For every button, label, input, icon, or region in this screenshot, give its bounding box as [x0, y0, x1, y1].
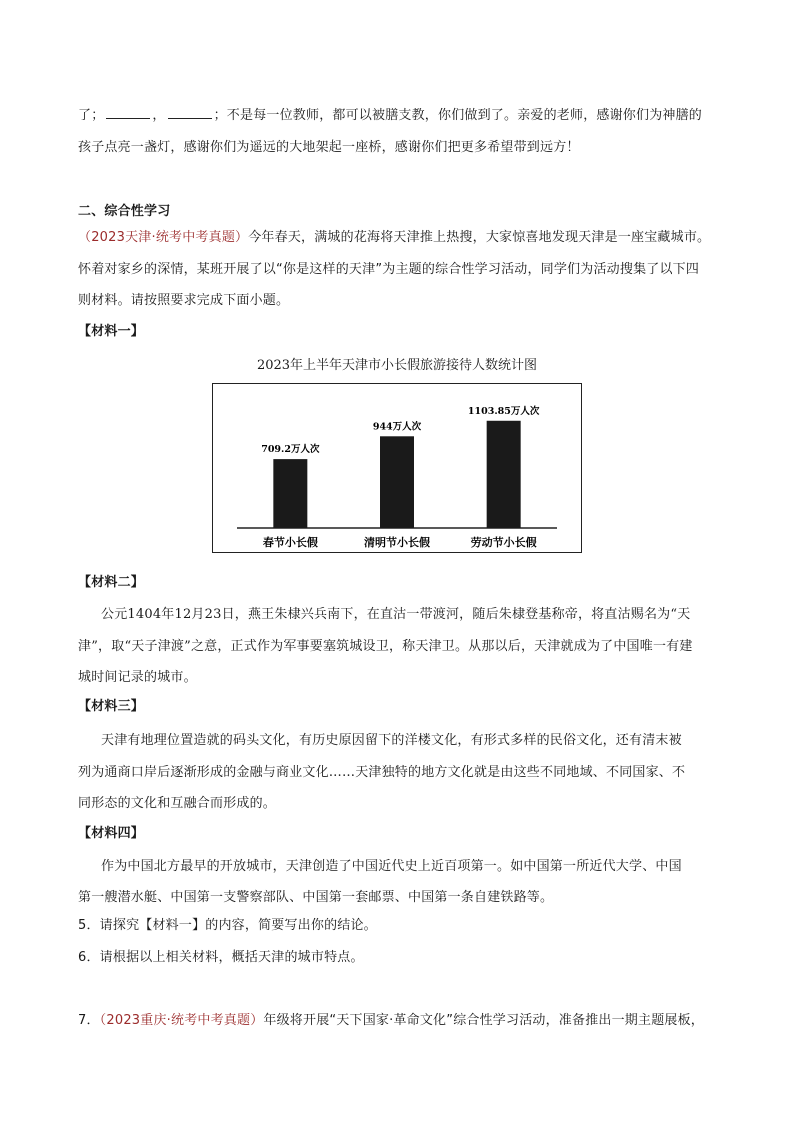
text-fragment: 今年春天，满城的花海将天津推上热搜，大家惊喜地发现天津是一座宝藏城市。: [248, 230, 711, 245]
data-label-0: 709.2万人次: [261, 444, 320, 456]
bar-chart: [212, 383, 582, 553]
fill-blank: [106, 106, 150, 119]
text-fragment: 了；: [78, 108, 105, 123]
text-line-2: 孩子点亮一盏灯，感谢你们为遥远的大地架起一座桥，感谢你们把更多希望带到远方！: [78, 140, 580, 155]
bar-2: [487, 421, 521, 528]
question-6: 6．请根据以上相关材料，概括天津的城市特点。: [78, 950, 364, 965]
data-label-2: 1103.85万人次: [467, 405, 540, 417]
data-label-1: 944万人次: [372, 421, 422, 433]
material-2-para-line-1: 公元1404年12月23日，燕王朱棣兴兵南下，在直沽一带渡河，随后朱棣登基称帝，将直沽赐名为“天: [101, 607, 691, 622]
category-label-1: 清明节小长假: [364, 536, 430, 549]
text-fragment: 年级将开展“天下国家·革命文化”综合性学习活动，准备推出一期主题展板，: [263, 1013, 704, 1028]
material-4-heading: 【材料四】: [78, 826, 145, 841]
material-4-para-line-2: 第一艘潜水艇、中国第一支警察部队、中国第一套邮票、中国第一条自建铁路等。: [78, 890, 554, 905]
question-7-line: [78, 1009, 704, 1028]
bar-1: [380, 436, 414, 528]
question-5: 5．请探究【材料一】的内容，简要写出你的结论。: [78, 918, 377, 933]
material-2-para-line-2: 津”，取“天子津渡”之意，正式作为军事要塞筑城设卫，称天津卫。从那以后，天津就成为了中国唯一有建: [78, 639, 693, 654]
category-label-2: 劳动节小长假: [470, 536, 537, 549]
material-1-heading: 【材料一】: [78, 324, 145, 339]
section-title: 二、综合性学习: [78, 204, 171, 219]
question-source: （2023天津·统考中考真题）: [78, 230, 249, 245]
chart-title: 2023年上半年天津市小长假旅游接待人数统计图: [256, 358, 538, 373]
text-fragment: ；不是每一位教师，都可以被膳支教，你们做到了。亲爱的老师，感谢你们为神膳的: [213, 108, 703, 123]
fill-blank: [168, 106, 212, 119]
question-intro-line-1: [78, 226, 710, 245]
material-3-para-line-2: 列为通商口岸后逐渐形成的金融与商业文化……天津独特的地方文化就是由这些不同地域、不同国家、不: [78, 765, 686, 780]
chart-svg: [213, 384, 581, 552]
material-3-para-line-3: 同形态的文化和互融合而形成的。: [78, 796, 277, 811]
bar-0: [273, 459, 307, 528]
category-label-0: 春节小长假: [262, 536, 318, 549]
question-intro-line-2: 怀着对家乡的深情，某班开展了以“你是这样的天津”为主题的综合性学习活动，同学们为活动搜集了以下四: [78, 262, 700, 277]
text-fragment: ，: [152, 108, 166, 123]
material-3-heading: 【材料三】: [78, 699, 145, 714]
material-2-heading: 【材料二】: [78, 575, 145, 590]
text-line-1: [78, 104, 702, 123]
question-number: 7．: [78, 1013, 100, 1028]
material-3-para-line-1: 天津有地理位置造就的码头文化，有历史原因留下的洋楼文化，有形式多样的民俗文化，还有清末被: [101, 733, 682, 748]
material-4-para-line-1: 作为中国北方最早的开放城市，天津创造了中国近代史上近百项第一。如中国第一所近代大学、中国: [101, 859, 682, 874]
question-intro-line-3: 则材料。请按照要求完成下面小题。: [78, 293, 290, 308]
material-2-para-line-3: 城时间记录的城市。: [78, 670, 197, 685]
question-source: （2023重庆·统考中考真题）: [99, 1013, 264, 1028]
